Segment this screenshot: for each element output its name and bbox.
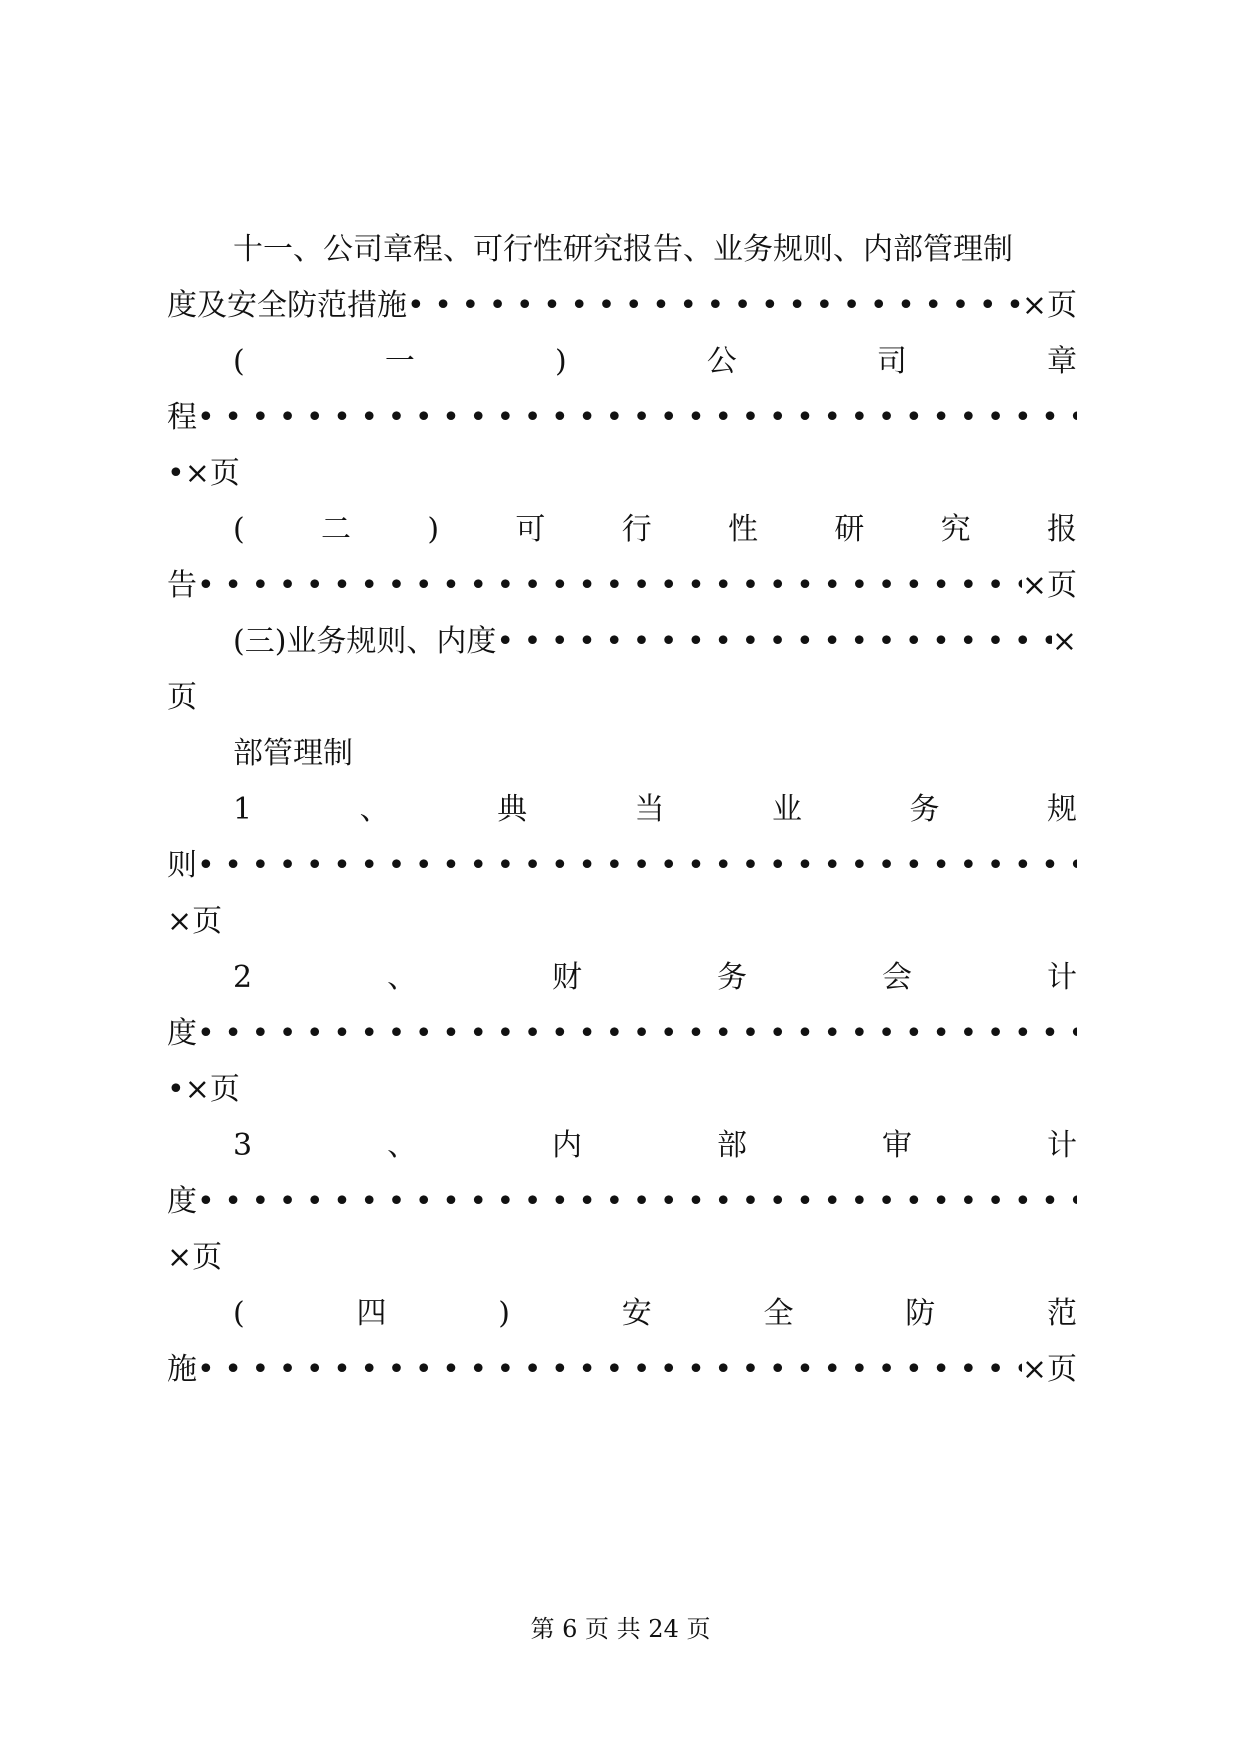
toc-entry-line xyxy=(167,1068,1077,1112)
toc-char: ( xyxy=(233,1296,245,1331)
toc-char: 防 xyxy=(905,1296,936,1331)
toc-char: 行 xyxy=(621,512,652,547)
page-number-text: 第 6 页 共 24 页 xyxy=(530,1615,711,1643)
toc-char: 报 xyxy=(1046,512,1077,547)
toc-char: 务 xyxy=(717,960,747,995)
leader-dots xyxy=(496,620,1051,664)
toc-char: 公 xyxy=(706,344,737,379)
toc-entry-title: 度 xyxy=(167,1016,197,1051)
toc-char: 计 xyxy=(1046,960,1077,995)
toc-entry-line xyxy=(233,620,1077,664)
toc-char: ) xyxy=(427,512,440,547)
toc-char: 究 xyxy=(940,512,971,547)
toc-entry-line xyxy=(233,732,1077,776)
leader-dots xyxy=(197,396,1077,440)
toc-entry-line xyxy=(167,1012,1077,1056)
toc-char: 四 xyxy=(356,1296,387,1331)
toc-entry-title: 施 xyxy=(167,1352,197,1387)
leader-dots xyxy=(197,564,1022,608)
toc-char: ( xyxy=(233,344,245,379)
toc-char: 可 xyxy=(515,512,546,547)
toc-page-ref: × xyxy=(1051,624,1077,659)
leader-dots xyxy=(407,284,1022,328)
toc-entry-line xyxy=(233,1124,1077,1168)
toc-entry-line xyxy=(167,1348,1077,1392)
toc-char: 审 xyxy=(881,1128,912,1163)
toc-char: 典 xyxy=(497,792,528,827)
toc-heading-line xyxy=(233,228,1077,272)
toc-entry-line xyxy=(167,844,1077,888)
toc-entry-title: 度 xyxy=(167,1184,197,1219)
toc-char: ) xyxy=(498,1296,510,1331)
toc-char: 、 xyxy=(387,960,418,995)
toc-char: 研 xyxy=(834,512,865,547)
toc-char: 1 xyxy=(233,792,253,827)
toc-char: 财 xyxy=(552,960,583,995)
toc-page-ref: 页 xyxy=(167,680,197,715)
toc-entry-line xyxy=(233,788,1077,832)
toc-page-ref: ×页 xyxy=(167,904,223,939)
toc-char: 计 xyxy=(1046,1128,1077,1163)
toc-char: 章 xyxy=(1046,344,1077,379)
toc-entry-line xyxy=(167,284,1077,328)
toc-char: 内 xyxy=(552,1128,583,1163)
toc-heading-text: 十一、公司章程、可行性研究报告、业务规则、内部管理制 xyxy=(233,232,1013,267)
toc-entry-line xyxy=(233,1292,1077,1336)
toc-char: 规 xyxy=(1047,792,1077,827)
toc-char: 范 xyxy=(1046,1296,1077,1331)
leader-dots xyxy=(197,1012,1077,1056)
toc-page-ref: ×页 xyxy=(1021,288,1077,323)
toc-entry-line xyxy=(167,452,1077,496)
toc-entry-line xyxy=(167,1180,1077,1224)
toc-char: ( xyxy=(233,512,245,547)
toc-char: 业 xyxy=(772,792,803,827)
toc-entry-line xyxy=(167,900,1077,944)
toc-entry-title: 程 xyxy=(167,400,197,435)
toc-entry-line xyxy=(233,508,1077,552)
toc-char: 会 xyxy=(881,960,912,995)
toc-page-ref: •×页 xyxy=(167,456,240,491)
toc-entry-title: (三)业务规则、内度 xyxy=(233,624,497,659)
toc-page-ref: •×页 xyxy=(167,1072,240,1107)
toc-entry-title: 部管理制 xyxy=(233,736,353,771)
toc-entry-title: 则 xyxy=(167,848,197,883)
page-footer xyxy=(0,1612,1241,1646)
toc-entry-title: 告 xyxy=(167,568,197,603)
toc-char: 全 xyxy=(763,1296,794,1331)
toc-entry-line xyxy=(167,676,1077,720)
leader-dots xyxy=(197,1348,1022,1392)
toc-page-ref: ×页 xyxy=(167,1240,223,1275)
toc-char: 2 xyxy=(233,960,253,995)
toc-char: 性 xyxy=(728,512,758,547)
toc-page-ref: ×页 xyxy=(1021,1352,1077,1387)
toc-entry-line xyxy=(167,564,1077,608)
toc-entry-line xyxy=(167,1236,1077,1280)
toc-char: ) xyxy=(554,344,567,379)
leader-dots xyxy=(197,1180,1077,1224)
toc-char: 部 xyxy=(717,1128,747,1163)
toc-char: 务 xyxy=(909,792,940,827)
toc-entry-line xyxy=(233,956,1077,1000)
toc-char: 、 xyxy=(359,792,390,827)
leader-dots xyxy=(197,844,1077,888)
toc-entry-line xyxy=(167,396,1077,440)
toc-page-ref: ×页 xyxy=(1021,568,1077,603)
toc-char: 二 xyxy=(321,512,352,547)
toc-char: 一 xyxy=(384,344,415,379)
toc-entry-title: 度及安全防范措施 xyxy=(167,288,407,323)
toc-char: 司 xyxy=(876,344,907,379)
toc-char: 安 xyxy=(621,1296,652,1331)
toc-entry-line xyxy=(233,340,1077,384)
toc-char: 当 xyxy=(634,792,665,827)
toc-char: 3 xyxy=(233,1128,253,1163)
toc-char: 、 xyxy=(387,1128,418,1163)
